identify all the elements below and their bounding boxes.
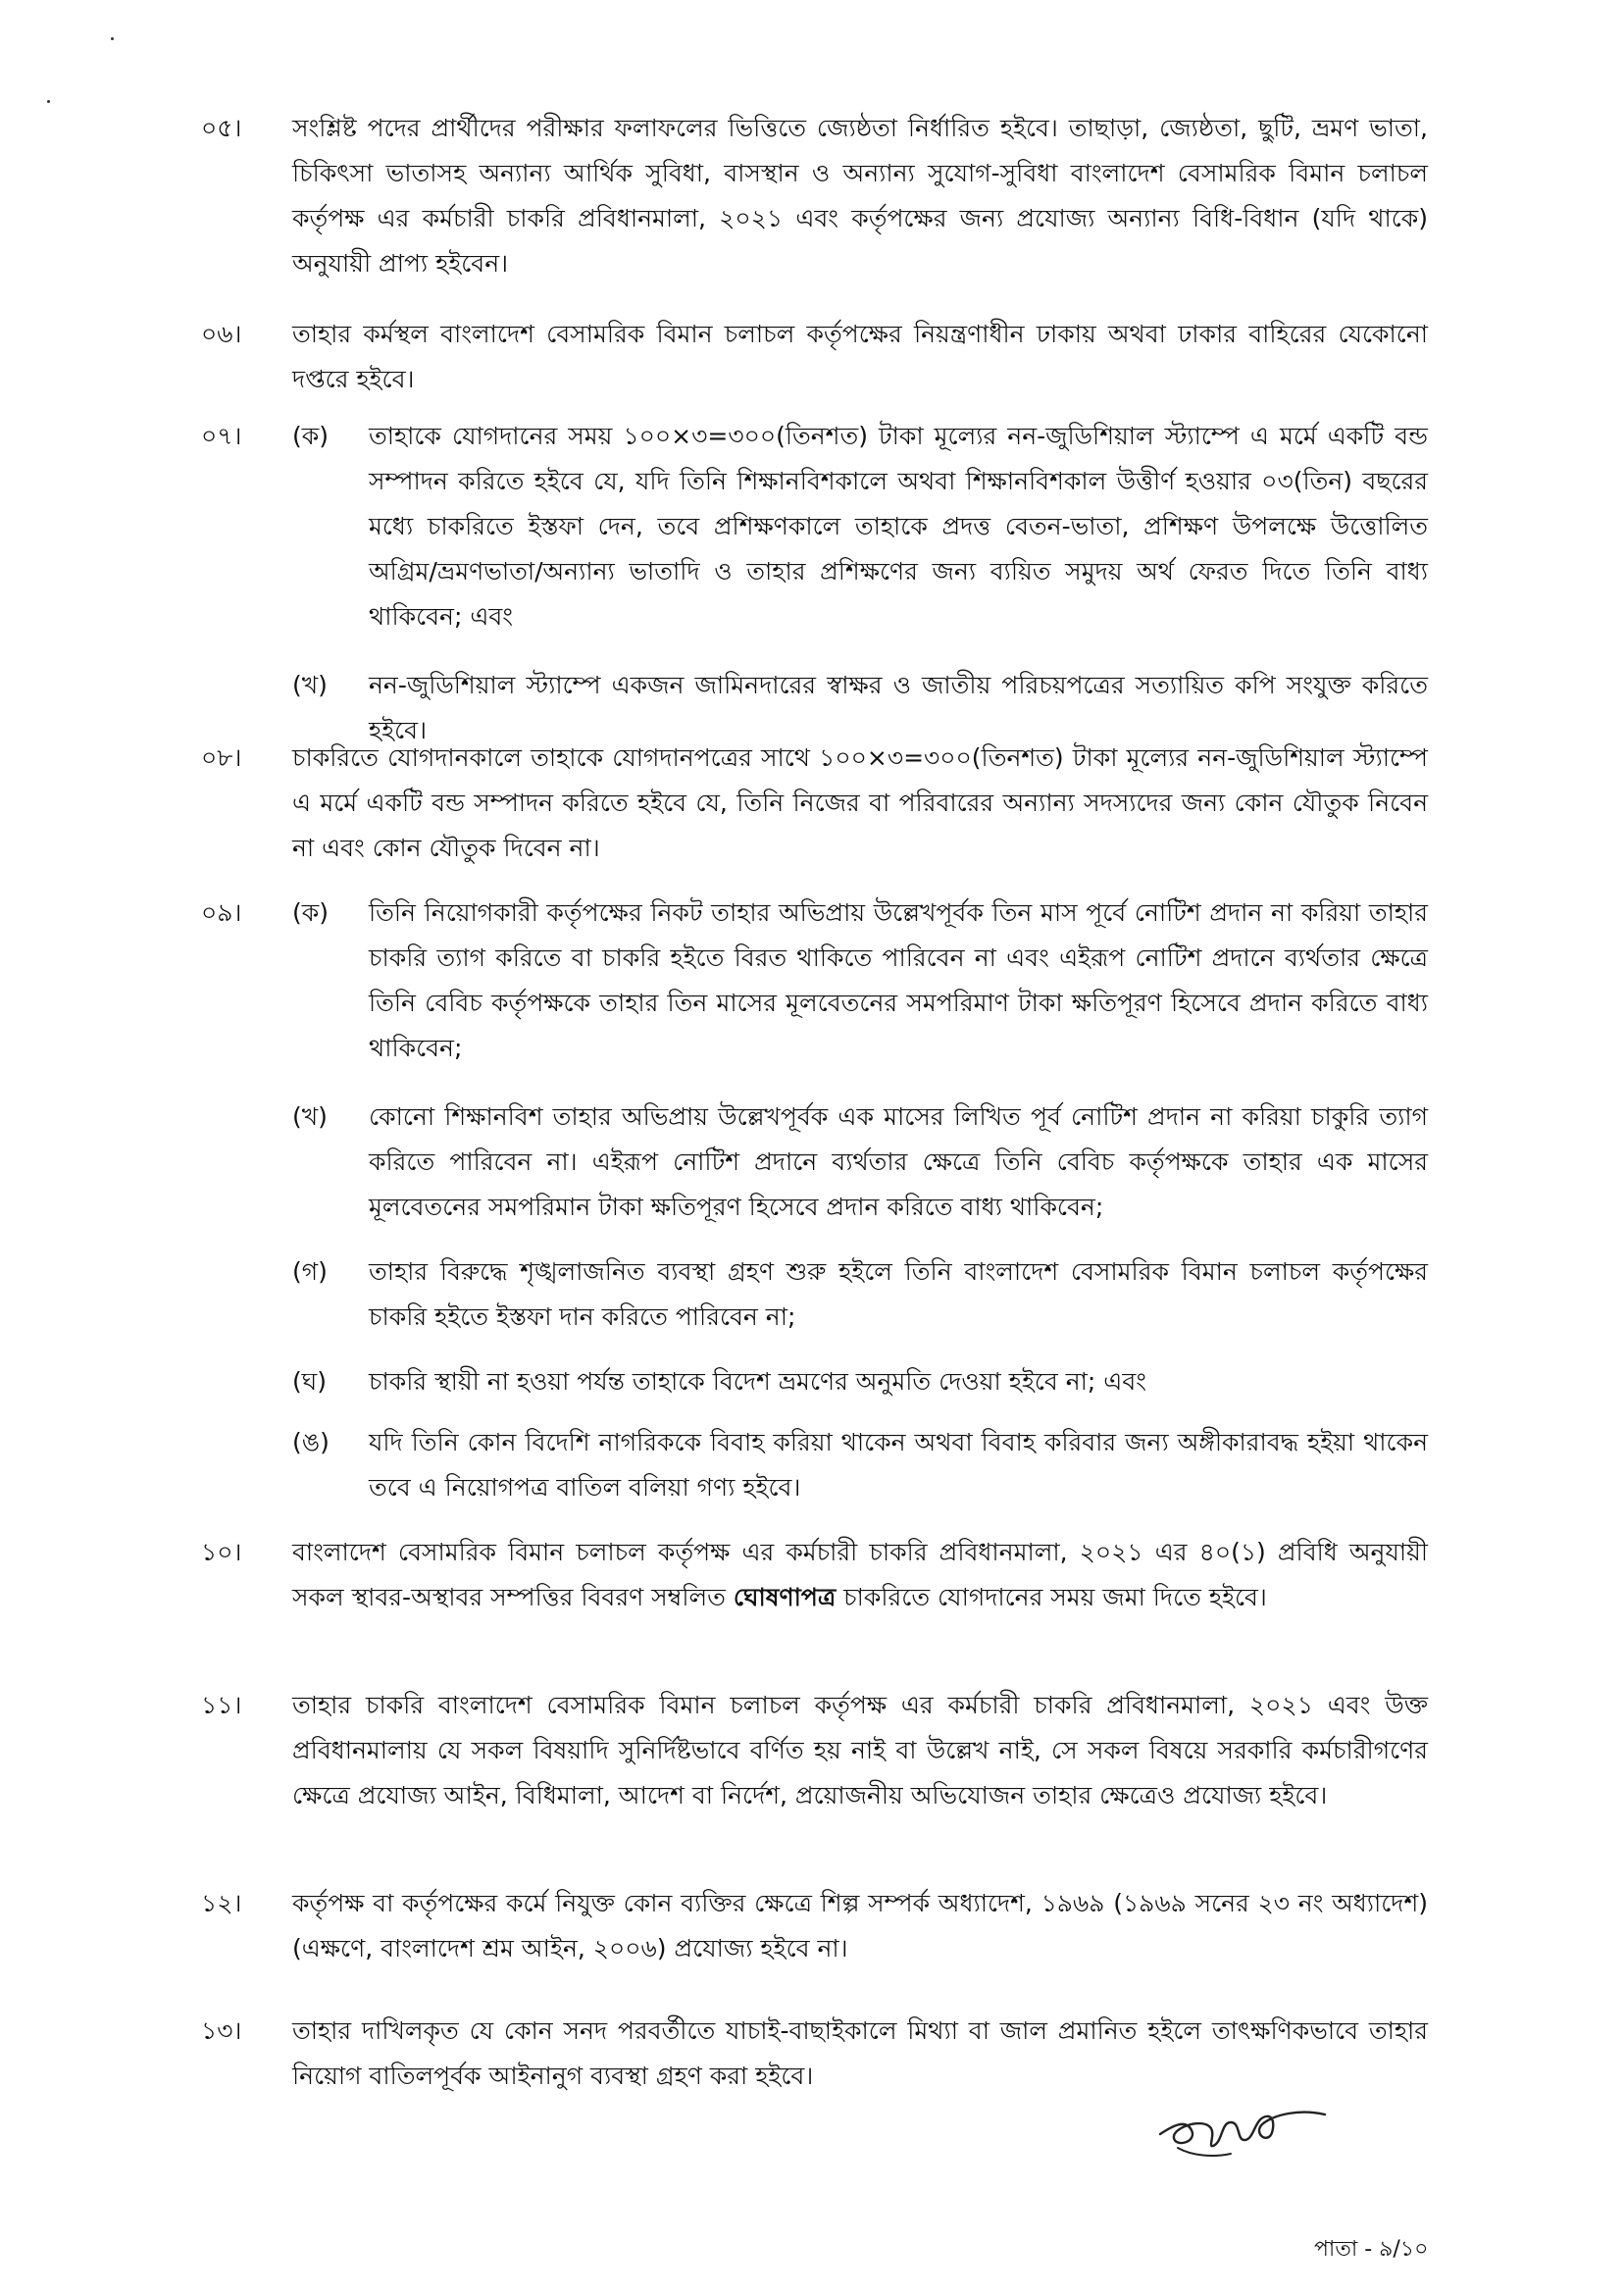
sub-clause-label: (ঘ) [292,1367,327,1396]
sub-clause-label: (ঙ) [292,1428,330,1456]
declaration-bold-term: ঘোষণাপত্র [733,1583,837,1611]
clause-number: ০৭। [201,422,242,450]
clause-text: তাহার কর্মস্থল বাংলাদেশ বেসামরিক বিমান চলাচল কর্তৃপক্ষের নিয়ন্ত্রণাধীন ঢাকায় অথবা ঢাকার বাহিরের যেকোনো দপ্তরে হইবে। [292,320,1428,393]
clause-text-part: বাংলাদেশ বেসামরিক বিমান চলাচল কর্তৃপক্ষ এর কর্মচারী চাকরি প্রবিধানমালা, ২০২১ এর ৪০(১) প্রবিধি অনুযায়ী সকল স্থাবর-অস্থাবর সম্পত্তির বিবরণ সম্বলিত [292,1538,1428,1611]
sub-clause-text: চাকরি স্থায়ী না হওয়া পর্যন্ত তাহাকে বিদেশ ভ্রমণের অনুমতি দেওয়া হইবে না; এবং [369,1367,1146,1396]
clause-text: চাকরিতে যোগদানকালে তাহাকে যোগদানপত্রের সাথে ১০০×৩=৩০০(তিনশত) টাকা মূল্যের নন-জুডিশিয়াল স্ট্যাম্পে এ মর্মে একটি বন্ড সম্পাদন করিতে হইবে যে, তিনি নিজের বা পরিবারের অন্যান্য সদস্যদের জন্য কোন যৌতুক নিবেন না এবং কোন যৌতুক দিবেন না। [292,743,1428,862]
sub-clause-label: (গ) [292,1257,328,1286]
clause-text: সংশ্লিষ্ট পদের প্রার্থীদের পরীক্ষার ফলাফলের ভিত্তিতে জ্যেষ্ঠতা নির্ধারিত হইবে। তাছাড়া, জ্যেষ্ঠতা, ছুটি, ভ্রমণ ভাতা, চিকিৎসা ভাতাসহ অন্যান্য আর্থিক সুবিধা, বাসস্থান ও অন্যান্য সুযোগ-সুবিধা বাংলাদেশ বেসামরিক বিমান চলাচল কর্তৃপক্ষ এর কর্মচারী চাকরি প্রবিধানমালা, ২০২১ এবং কর্তৃপক্ষের জন্য প্রযোজ্য অন্যান্য বিধি-বিধান (যদি থাকে) অনুযায়ী প্রাপ্য হইবেন। [292,114,1428,278]
sub-clause-text: তিনি নিয়োগকারী কর্তৃপক্ষের নিকট তাহার অভিপ্রায় উল্লেখপূর্বক তিন মাস পূর্বে নোটিশ প্রদান না করিয়া তাহার চাকরি ত্যাগ করিতে বা চাকরি হইতে বিরত থাকিতে পারিবেন না এবং এইরূপ নোটিশ প্রদানে ব্যর্থতার ক্ষেত্রে তিনি বেবিচ কর্তৃপক্ষকে তাহার তিন মাসের মূলবেতনের সমপরিমাণ টাকা ক্ষতিপূরণ হিসেবে প্রদান করিতে বাধ্য থাকিবেন; [369,898,1428,1062]
scan-speck [111,37,114,40]
clause-number: ০৯। [201,898,242,927]
signature [1152,2097,1348,2175]
clause-text [292,1530,1428,1620]
sub-clause-label: (ক) [292,898,329,927]
clause-text-part: চাকরিতে যোগদানের সময় জমা দিতে হইবে। [836,1583,1267,1611]
sub-clause-text: তাহাকে যোগদানের সময় ১০০×৩=৩০০(তিনশত) টাকা মূল্যের নন-জুডিশিয়াল স্ট্যাম্পে এ মর্মে একটি বন্ড সম্পাদন করিতে হইবে যে, যদি তিনি শিক্ষানবিশকালে অথবা শিক্ষানবিশকাল উত্তীর্ণ হওয়ার ০৩(তিন) বছরের মধ্যে চাকরিতে ইস্তফা দেন, তবে প্রশিক্ষণকালে তাহাকে প্রদত্ত বেতন-ভাতা, প্রশিক্ষণ উপলক্ষে উত্তোলিত অগ্রিম/ভ্রমণভাতা/অন্যান্য ভাতাদি ও তাহার প্রশিক্ষণের জন্য ব্যয়িত সমুদয় অর্থ ফেরত দিতে তিনি বাধ্য থাকিবেন; এবং [369,422,1428,631]
clause-text: তাহার দাখিলকৃত যে কোন সনদ পরবর্তীতে যাচাই-বাছাইকালে মিথ্যা বা জাল প্রমানিত হইলে তাৎক্ষণিকভাবে তাহার নিয়োগ বাতিলপূর্বক আইনানুগ ব্যবস্থা গ্রহণ করা হইবে। [292,2016,1428,2090]
sub-clause-text: নন-জুডিশিয়াল স্ট্যাম্পে একজন জামিনদারের স্বাক্ষর ও জাতীয় পরিচয়পত্রের সত্যায়িত কপি সংযুক্ত করিতে হইবে। [369,671,1428,744]
sub-clause-label: (খ) [292,1102,328,1131]
clause-text: কর্তৃপক্ষ বা কর্তৃপক্ষের কর্মে নিযুক্ত কোন ব্যক্তির ক্ষেত্রে শিল্প সম্পর্ক অধ্যাদেশ, ১৯৬৯ (১৯৬৯ সনের ২৩ নং অধ্যাদেশ) (এক্ষণে, বাংলাদেশ শ্রম আইন, ২০০৬) প্রযোজ্য হইবে না। [292,1889,1428,1962]
clause-number: ১৩। [201,2016,242,2045]
sub-clause-label: (ক) [292,422,329,450]
sub-clause-label: (খ) [292,671,328,699]
sub-clause-text: কোনো শিক্ষানবিশ তাহার অভিপ্রায় উল্লেখপূর্বক এক মাসের লিখিত পূর্ব নোটিশ প্রদান না করিয়া চাকুরি ত্যাগ করিতে পারিবেন না। এইরূপ নোটিশ প্রদানে ব্যর্থতার ক্ষেত্রে তিনি বেবিচ কর্তৃপক্ষকে তাহার এক মাসের মূলবেতনের সমপরিমান টাকা ক্ষতিপূরণ হিসেবে প্রদান করিতে বাধ্য থাকিবেন; [369,1102,1428,1221]
clause-number: ১১। [201,1691,242,1719]
sub-clause-text: তাহার বিরুদ্ধে শৃঙ্খলাজনিত ব্যবস্থা গ্রহণ শুরু হইলে তিনি বাংলাদেশ বেসামরিক বিমান চলাচল কর্তৃপক্ষের চাকরি হইতে ইস্তফা দান করিতে পারিবেন না; [369,1257,1428,1331]
clause-number: ১২। [201,1889,242,1917]
sub-clause-text: যদি তিনি কোন বিদেশি নাগরিককে বিবাহ করিয়া থাকেন অথবা বিবাহ করিবার জন্য অঙ্গীকারাবদ্ধ হইয়া থাকেন তবে এ নিয়োগপত্র বাতিল বলিয়া গণ্য হইবে। [369,1428,1428,1502]
clause-number: ০৫। [201,114,242,142]
clause-number: ০৮। [201,743,242,772]
scan-speck [47,100,50,103]
clause-number: ১০। [201,1538,242,1566]
page-number: পাতা - ৯/১০ [1314,2237,1429,2262]
clause-number: ০৬। [201,320,242,348]
clause-text: তাহার চাকরি বাংলাদেশ বেসামরিক বিমান চলাচল কর্তৃপক্ষ এর কর্মচারী চাকরি প্রবিধানমালা, ২০২১ এবং উক্ত প্রবিধানমালায় যে সকল বিষয়াদি সুনির্দিষ্টভাবে বর্ণিত হয় নাই বা উল্লেখ নাই, সে সকল বিষয়ে সরকারি কর্মচারীগণের ক্ষেত্রে প্রযোজ্য আইন, বিধিমালা, আদেশ বা নির্দেশ, প্রয়োজনীয় অভিযোজন তাহার ক্ষেত্রেও প্রযোজ্য হইবে। [292,1691,1428,1809]
